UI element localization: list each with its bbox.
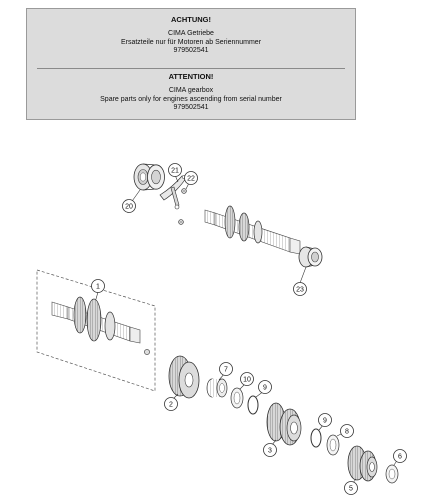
bearing-20 bbox=[134, 164, 165, 190]
notice-serial-de: 979502541 bbox=[173, 47, 209, 54]
notice-heading-en: ATTENTION! bbox=[168, 72, 214, 81]
callout-9-upper bbox=[259, 381, 272, 394]
callout-5 bbox=[345, 482, 358, 495]
callout-22-label: 22 bbox=[187, 175, 195, 183]
washer-8 bbox=[327, 435, 339, 455]
callout-9a-label: 9 bbox=[263, 384, 267, 392]
bearing-23 bbox=[299, 247, 322, 267]
callout-10 bbox=[241, 373, 254, 386]
callout-7-label: 7 bbox=[224, 366, 228, 374]
callout-21-label: 21 bbox=[171, 167, 179, 175]
callout-10-label: 10 bbox=[243, 376, 251, 384]
callout-9-lower bbox=[319, 414, 332, 427]
needle-bearing-7 bbox=[207, 379, 227, 397]
gear-3 bbox=[267, 403, 301, 445]
callout-21 bbox=[169, 164, 182, 177]
callout-8 bbox=[341, 425, 354, 438]
callout-20 bbox=[123, 200, 136, 213]
notice-divider bbox=[37, 68, 345, 69]
callout-5-label: 5 bbox=[349, 485, 353, 493]
callout-8-label: 8 bbox=[345, 428, 349, 436]
callout-6 bbox=[394, 450, 407, 463]
callout-7 bbox=[220, 363, 233, 376]
main-shaft-1 bbox=[52, 297, 150, 355]
callout-3 bbox=[264, 444, 277, 457]
callout-2 bbox=[165, 398, 178, 411]
countershaft-upper bbox=[205, 206, 300, 254]
notice-box bbox=[26, 8, 356, 120]
callout-23 bbox=[294, 283, 307, 296]
callout-1 bbox=[92, 280, 105, 293]
notice-line2-en: Spare parts only for engines ascending from serial number bbox=[100, 95, 282, 103]
notice-german bbox=[27, 15, 355, 56]
gear-5 bbox=[348, 446, 377, 481]
washer-6 bbox=[386, 465, 398, 483]
callout-23-label: 23 bbox=[296, 286, 304, 294]
washer-10 bbox=[231, 388, 243, 408]
notice-serial-en: 979502541 bbox=[173, 104, 209, 111]
exploded-view-diagram bbox=[0, 130, 445, 500]
callout-2-label: 2 bbox=[169, 401, 173, 409]
notice-line1-de: CIMA Getriebe bbox=[168, 30, 214, 37]
callout-1-label: 1 bbox=[96, 283, 100, 291]
notice-line1-en: CIMA gearbox bbox=[168, 87, 214, 94]
circlip-9-lower bbox=[311, 429, 321, 447]
notice-line2-de: Ersatzteile nur für Motoren ab Seriennummer bbox=[120, 38, 262, 46]
callout-20-label: 20 bbox=[125, 203, 133, 211]
notice-english bbox=[27, 72, 355, 113]
notice-heading-de: ACHTUNG! bbox=[171, 15, 211, 24]
callout-6-label: 6 bbox=[398, 453, 402, 461]
screw-22 bbox=[179, 189, 187, 225]
callout-22 bbox=[185, 172, 198, 185]
circlip-9-upper bbox=[248, 396, 258, 414]
callout-9b-label: 9 bbox=[323, 417, 327, 425]
callout-3-label: 3 bbox=[268, 447, 272, 455]
gear-2 bbox=[169, 356, 199, 398]
